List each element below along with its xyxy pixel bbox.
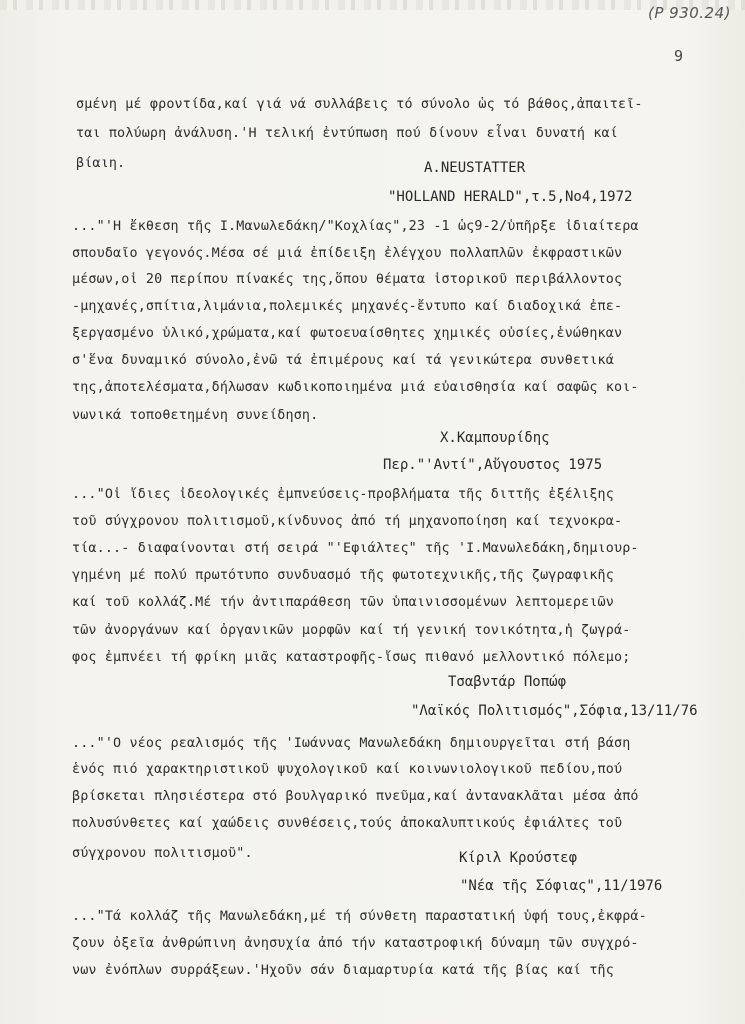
text-line: τία...- διαφαίνονται στή σειρά "'Εφιάλτες" τῆς 'Ι.Μανωλεδάκη,δημιουρ- bbox=[72, 541, 639, 556]
text-line: τοῦ σύγχρονου πολιτισμοῦ,κίνδυνος ἀπό τή μηχανοποίηση καί τεχνοκρα- bbox=[72, 514, 623, 529]
text-line: βρίσκεται πλησιέστερα στό βουλγαρικό πνεῦμα,καί ἀντανακλᾶται μέσα ἀπό bbox=[72, 789, 639, 804]
quote-author: Κίριλ Κρούστεφ bbox=[459, 850, 578, 866]
text-line: της,ἀποτελέσματα,δήλωσαν κωδικοποιημένα μιά εὐαισθησία καί σαφῶς κοι- bbox=[72, 380, 639, 395]
quote-source: "Νέα τῆς Σόφιας",11/1976 bbox=[460, 878, 663, 894]
torn-top-edge bbox=[0, 0, 745, 10]
text-line: ..."Οἱ ἴδιες ἰδεολογικές ἐμπνεύσεις-προβλήματα τῆς διττῆς ἐξέλιξης bbox=[72, 487, 614, 502]
quote-source: "Λαϊκός Πολιτισμός",Σόφια,13/11/76 bbox=[411, 703, 698, 719]
quote-author: Χ.Καμπουρίδης bbox=[440, 430, 550, 446]
handwritten-reference-note: (P 930.24) bbox=[647, 4, 731, 22]
text-line: σπουδαῖο γεγονός.Μέσα σέ μιά ἐπίδειξη ἐλέγχου πολλαπλῶν ἐκφραστικῶν bbox=[72, 246, 623, 261]
text-line: νωνικά τοποθετημένη συνείδηση. bbox=[72, 408, 319, 423]
text-line: πολυσύνθετες καί χαώδεις συνθέσεις,τούς ἀποκαλυπτικούς ἐφιάλτες τοῦ bbox=[72, 816, 623, 831]
text-line: μέσων,οἱ 20 περίπου πίνακές της,ὅπου θέματα ἱστορικοῦ περιβάλλοντος bbox=[72, 272, 623, 287]
text-line: ζουν ὀξεῖα ἀνθρώπινη ἀνησυχία ἀπό τήν καταστροφική δύναμη τῶν συγχρό- bbox=[72, 936, 639, 951]
text-line: τῶν ἀνοργάνων καί ὀργανικῶν μορφῶν καί τή γενική τονικότητα,ἡ ζωγρά- bbox=[72, 623, 631, 638]
text-line: φος ἐμπνέει τή φρίκη μιᾶς καταστροφῆς-ἴσως πιθανό μελλοντικό πόλεμο; bbox=[72, 650, 631, 665]
text-line: ξεργασμένο ὑλικό,χρώματα,καί φωτοευαίσθητες χημικές οὐσίες,ἑνώθηκαν bbox=[72, 326, 623, 341]
text-line: σ'ἕνα δυναμικό σύνολο,ἐνῶ τά ἐπιμέρους καί τά γενικώτερα συνθετικά bbox=[72, 353, 614, 368]
text-line: γημένη μέ πολύ πρωτότυπο συνδυασμό τῆς φωτοτεχνικῆς,τῆς ζωγραφικῆς bbox=[72, 568, 614, 583]
quote-author: A.NEUSTATTER bbox=[424, 160, 526, 176]
text-line: βίαιη. bbox=[76, 156, 126, 171]
page-number: 9 bbox=[674, 47, 684, 65]
text-line: νων ἐνόπλων συρράξεων.'Ηχοῦν σάν διαμαρτυρία κατά τῆς βίας καί τῆς bbox=[72, 963, 614, 978]
text-line: ται πολύωρη ἀνάλυση.'Η τελική ἐντύπωση πού δίνουν εἶναι δυνατή καί bbox=[76, 126, 618, 141]
quote-source: "HOLLAND HERALD",τ.5,No4,1972 bbox=[388, 189, 633, 205]
text-line: καί τοῦ κολλάζ.Μέ τήν ἀντιπαράθεση τῶν ὑπαινισσομένων λεπτομερειῶν bbox=[72, 595, 614, 610]
quote-author: Τσαβντάρ Ποπώφ bbox=[448, 674, 567, 690]
text-line: ἑνός πιό χαρακτηριστικοῦ ψυχολογικοῦ καί κοινωνιολογικοῦ πεδίου,πού bbox=[72, 762, 623, 777]
text-line: σμένη μέ φροντίδα,καί γιά νά συλλάβεις τό σύνολο ὡς τό βάθος,ἀπαιτεῖ- bbox=[76, 97, 643, 112]
text-line: ..."'Ο νέος ρεαλισμός τῆς 'Ιωάννας Μανωλεδάκη δημιουργεῖται στή βάση bbox=[72, 736, 631, 751]
text-line: ..."'Η ἔκθεση τῆς Ι.Μανωλεδάκη/"Κοχλίας",23 -1 ὡς9-2/ὑπῆρξε ἰδιαίτερα bbox=[72, 219, 639, 234]
text-line: σύγχρονου πολιτισμοῦ". bbox=[72, 846, 253, 861]
text-line: -μηχανές,σπίτια,λιμάνια,πολεμικές μηχανές-ἔντυπο καί διαδοχικά ἐπε- bbox=[72, 299, 623, 314]
text-line: ..."Τά κολλάζ τῆς Μανωλεδάκη,μέ τή σύνθετη παραστατική ὑφή τους,ἐκφρά- bbox=[72, 909, 647, 924]
quote-source: Περ."'Αντί",Αὔγουστος 1975 bbox=[383, 457, 603, 473]
